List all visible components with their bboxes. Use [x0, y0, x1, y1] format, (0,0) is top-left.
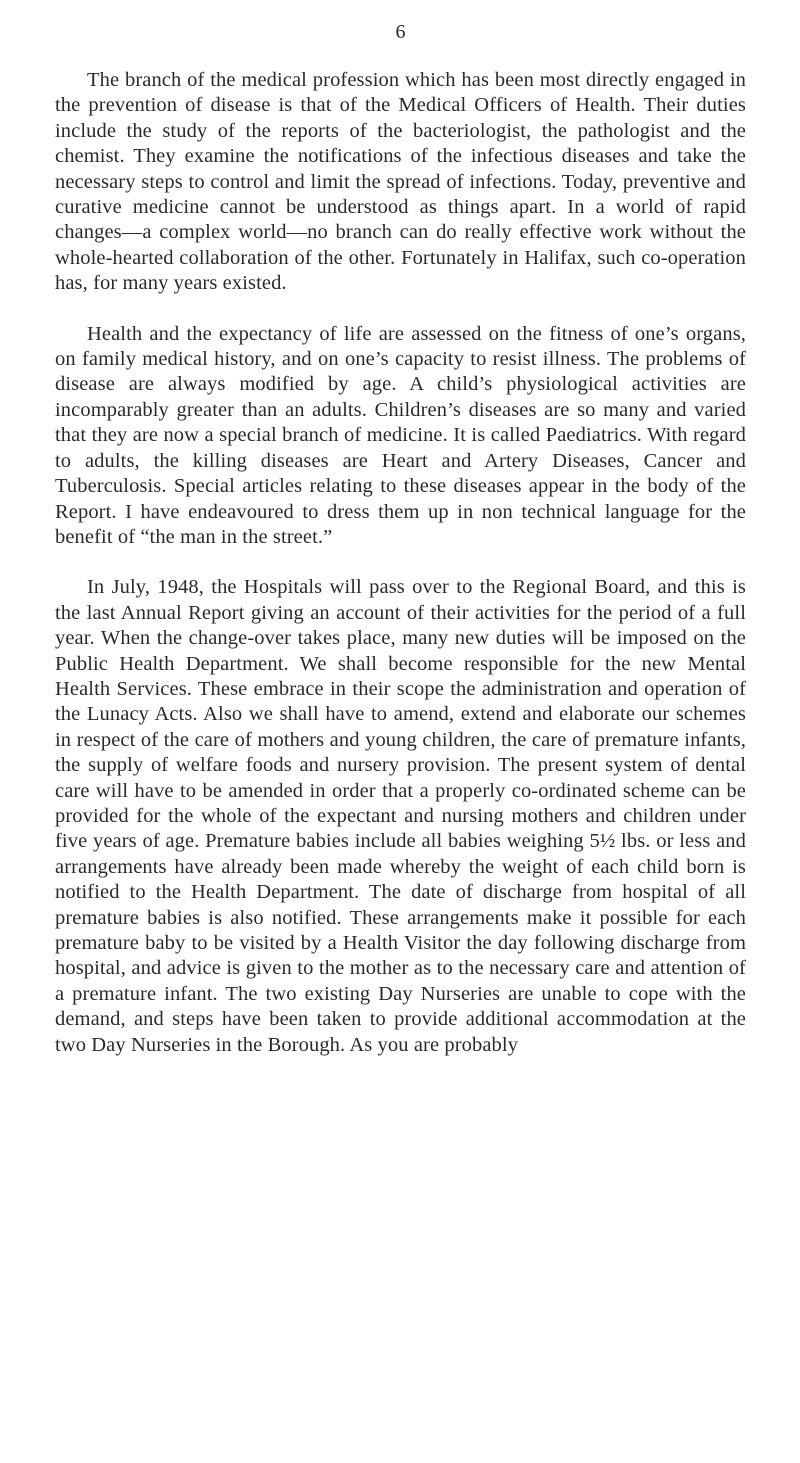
paragraph-medical-officers: The branch of the medical profession which has been most directly engaged in the prevention of disease is that of the Medical Officers of Health. Their duties include the study of the reports of the bacteriologist, the pathologist and the chemist. They examine the notifications of the infectious diseases and take the necessary steps to control and limit the spread of infections. Today, preventive and curative medicine cannot be understood as things apart. In a world of rapid changes—a complex world—no branch can do really effective work without the whole-hearted collaboration of the other. Fortunately in Halifax, such co-operation has, for many years existed. — [55, 69, 746, 295]
paragraph-gap — [55, 550, 746, 575]
paragraph-hospitals-regional-board: In July, 1948, the Hospitals will pass over to the Regional Board, and this is the last Annual Report giving an account of their activities for the period of a full year. When the change-over takes place, many new duties will be imposed on the Public Health Department. We shall become responsible for the new Mental Health Services. These embrace in their scope the administration and operation of the Lunacy Acts. Also we shall have to amend, extend and elaborate our schemes in respect of the care of mothers and young children, the care of premature infants, the supply of welfare foods and nursery provision. The present system of dental care will have to be amended in order that a properly co-ordinated scheme can be provided for the whole of the expectant and nursing mothers and children under five years of age. Premature babies include all babies weighing 5½ lbs. or less and arrangements have already been made whereby the weight of each child born is notified to the Health Department. The date of discharge from hospital of all premature babies is also notified. These arrangements make it possible for each premature baby to be visited by a Health Visitor the day following discharge from hospital, and advice is given to the mother as to the necessary care and attention of a premature infant. The two existing Day Nurseries are unable to cope with the demand, and steps have been taken to provide additional accommodation at the two Day Nurseries in the Borough. As you are probably — [55, 576, 746, 1056]
paragraph-gap — [55, 297, 746, 322]
paragraph-health-expectancy: Health and the expectancy of life are assessed on the fitness of one’s organs, on family medical history, and on one’s capacity to resist illness. The problems of disease are always modified by age. A child’s physiological activities are incomparably greater than an adults. Children’s diseases are so many and varied that they are now a special branch of medicine. It is called Paediatrics. With regard to adults, the killing diseases are Heart and Artery Diseases, Cancer and Tuberculosis. Special articles relating to these diseases appear in the body of the Report. I have endeavoured to dress them up in non technical language for the benefit of “the man in the street.” — [55, 322, 746, 548]
page-number: 6 — [395, 21, 406, 43]
